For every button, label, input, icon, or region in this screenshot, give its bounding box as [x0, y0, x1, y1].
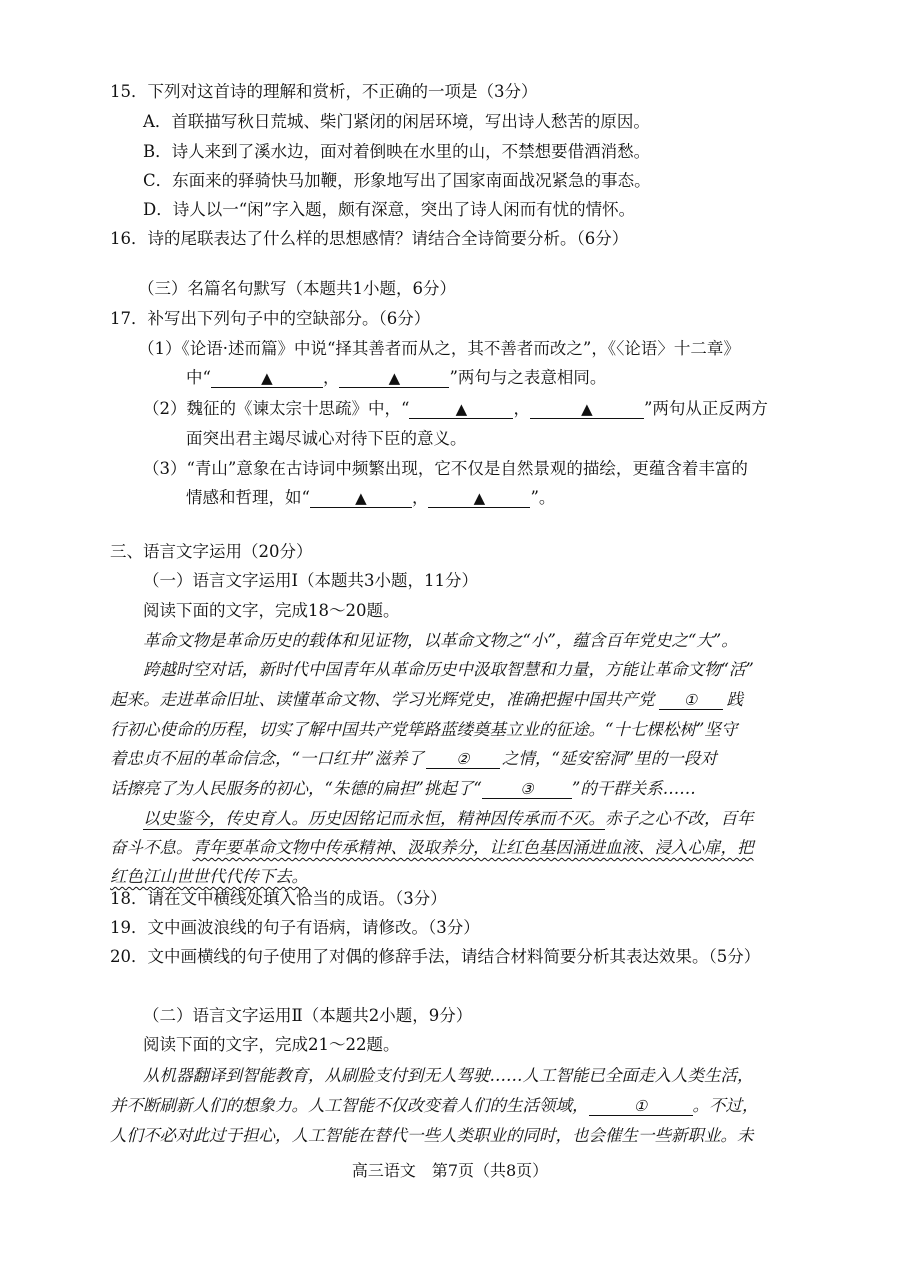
q17-item1-line1: （1）《论语·述而篇》中说“择其善者而从之，其不善者而改之”，《〈论语〉十二章》: [138, 339, 740, 358]
q15-option-c: C．东面来的驿骑快马加鞭，形象地写出了国家南面战况紧急的事态。: [143, 171, 651, 190]
q17-item3-suffix: ”。: [530, 488, 556, 507]
blank-number: ②: [456, 750, 470, 768]
q20-stem: 20．文中画横线的句子使用了对偶的修辞手法，请结合材料简要分析其表达效果。（5分）: [110, 947, 761, 966]
q15-stem: 15．下列对这首诗的理解和赏析，不正确的一项是（3分）: [110, 82, 538, 101]
blank-3: [482, 780, 572, 799]
blank-number: ①: [683, 691, 698, 709]
passage-2-line-3: 人们不必对此过于担心，人工智能在替代一些人类职业的同时，也会催生一些新职业。未: [110, 1126, 754, 1145]
wavy-underlined-sentence: 青年要革命文物中传承精神、汲取养分，让红色基因涌进血液、浸入心扉，把: [192, 838, 754, 857]
passage-1-para-1: 革命文物是革命历史的载体和见证物，以革命文物之“小”，蕴含百年党史之“大”。: [143, 631, 738, 650]
q17-item2-suffix: ”两句从正反两方: [643, 399, 768, 418]
q19-stem: 19．文中画波浪线的句子有语病，请修改。（3分）: [110, 918, 480, 937]
subsection-1-title: （一）语言文字运用Ⅰ（本题共3小题，11分）: [143, 571, 479, 590]
q18-stem: 18．请在文中横线处填入恰当的成语。（3分）: [110, 889, 447, 908]
q15-option-b: B．诗人来到了溪水边，面对着倒映在水里的山，不禁想要借酒消愁。: [143, 142, 651, 161]
passage-1-para-2-line-4: [110, 749, 717, 769]
blank-number: ③: [520, 780, 534, 798]
triangle-marker-icon: ▲: [388, 369, 401, 387]
triangle-marker-icon: ▲: [473, 489, 486, 507]
q17-item3-prefix: 情感和哲理，如“: [186, 488, 310, 507]
q15-option-a: A．首联描写秋日荒城、柴门紧闭的闲居环境，写出诗人愁苦的原因。: [143, 112, 650, 131]
q17-blank-2: [339, 369, 449, 388]
q17-item3-line1: （3）“青山”意象在古诗词中频繁出现，它不仅是自然景观的描绘，更蕴含着丰富的: [143, 459, 748, 478]
q17-blank-3: [409, 400, 513, 419]
text-segment: 着忠贞不屈的革命信念，“一口红井”滋养了: [110, 749, 424, 768]
q16-stem: 16．诗的尾联表达了什么样的思想感情？请结合全诗简要分析。（6分）: [110, 229, 629, 248]
q17-item1-suffix: ”两句与之表意相同。: [449, 368, 607, 387]
text-segment: 话擦亮了为人民服务的初心，“朱德的扁担”挑起了“: [110, 779, 482, 798]
text-segment: 之情，“延安窑洞”里的一段对: [501, 749, 717, 768]
q17-blank-6: [428, 489, 530, 508]
text-segment: 起来。走进革命旧址、读懂革命文物、学习光辉党史，准确把握中国共产党: [110, 690, 655, 709]
q17-blank-4: [530, 400, 644, 419]
subsection-1-intro: 阅读下面的文字，完成18～20题。: [143, 601, 400, 620]
q17-blank-5: [310, 489, 412, 508]
blank-2: [426, 750, 500, 769]
blank-1: [659, 691, 723, 710]
passage-1-para-3-line-3: [110, 867, 308, 887]
passage-1-para-2-line-5: [110, 779, 696, 799]
triangle-marker-icon: ▲: [455, 400, 468, 418]
passage-1-para-2-line-1: 跨越时空对话，新时代中国青年从革命历史中汲取智慧和力量，方能让革命文物“活”: [143, 660, 754, 679]
text-segment: 践: [726, 690, 743, 709]
q17-item3-line2: [186, 488, 555, 508]
q17-item2-prefix: （2）魏征的《谏太宗十思疏》中，“: [143, 399, 410, 418]
comma: ，: [513, 399, 530, 418]
subsection-2-title: （二）语言文字运用Ⅱ（本题共2小题，9分）: [143, 1006, 473, 1025]
wavy-underlined-sentence: 红色江山世世代代传下去。: [110, 867, 308, 886]
text-segment: ”的干群关系……: [571, 779, 696, 798]
passage-1-para-3-line-2: [110, 838, 754, 858]
q17-stem: 17．补写出下列句子中的空缺部分。（6分）: [110, 309, 431, 328]
underlined-sentence: 以史鉴今，传史育人。历史因铭记而永恒，精神因传承而不灭。: [143, 809, 605, 828]
comma: ，: [322, 368, 340, 387]
q17-item2-line1: [143, 399, 768, 419]
q17-blank-1: [211, 369, 323, 388]
blank-number: ①: [633, 1097, 648, 1115]
text-segment: 奋斗不息。: [110, 838, 193, 857]
q17-item2-line2: 面突出君主竭尽诚心对待下臣的意义。: [186, 429, 467, 448]
part-3-title: 三、语言文字运用（20分）: [110, 542, 313, 561]
passage-2-line-2: [110, 1096, 759, 1116]
text-segment: 并不断刷新人们的想象力。人工智能不仅改变着人们的生活领域，: [110, 1096, 589, 1115]
text-segment: 赤子之心不改，百年: [605, 809, 754, 828]
passage-1-para-2-line-2: [110, 690, 743, 710]
blank-1: [589, 1097, 693, 1116]
triangle-marker-icon: ▲: [355, 489, 367, 507]
q17-item1-prefix: 中“: [186, 368, 211, 387]
passage-1-para-3-line-1: [143, 809, 754, 829]
q15-option-d: D．诗人以一“闲”字入题，颇有深意，突出了诗人闲而有忧的情怀。: [143, 200, 636, 219]
passage-2-line-1: 从机器翻译到智能教育，从刷脸支付到无人驾驶……人工智能已全面走入人类生活，: [143, 1066, 754, 1085]
subsection-2-intro: 阅读下面的文字，完成21～22题。: [143, 1035, 400, 1054]
comma: ，: [411, 488, 429, 507]
page-footer: 高三语文 第7页（共8页）: [351, 1161, 549, 1180]
triangle-marker-icon: ▲: [581, 400, 593, 418]
triangle-marker-icon: ▲: [261, 369, 273, 387]
q17-item1-line2: [186, 368, 606, 388]
text-segment: 。不过，: [692, 1096, 759, 1115]
passage-1-para-2-line-3: 行初心使命的历程，切实了解中国共产党筚路蓝缕奠基立业的征途。“十七棵松树”坚守: [110, 720, 738, 739]
section-3-title: （三）名篇名句默写（本题共1小题，6分）: [138, 279, 456, 298]
